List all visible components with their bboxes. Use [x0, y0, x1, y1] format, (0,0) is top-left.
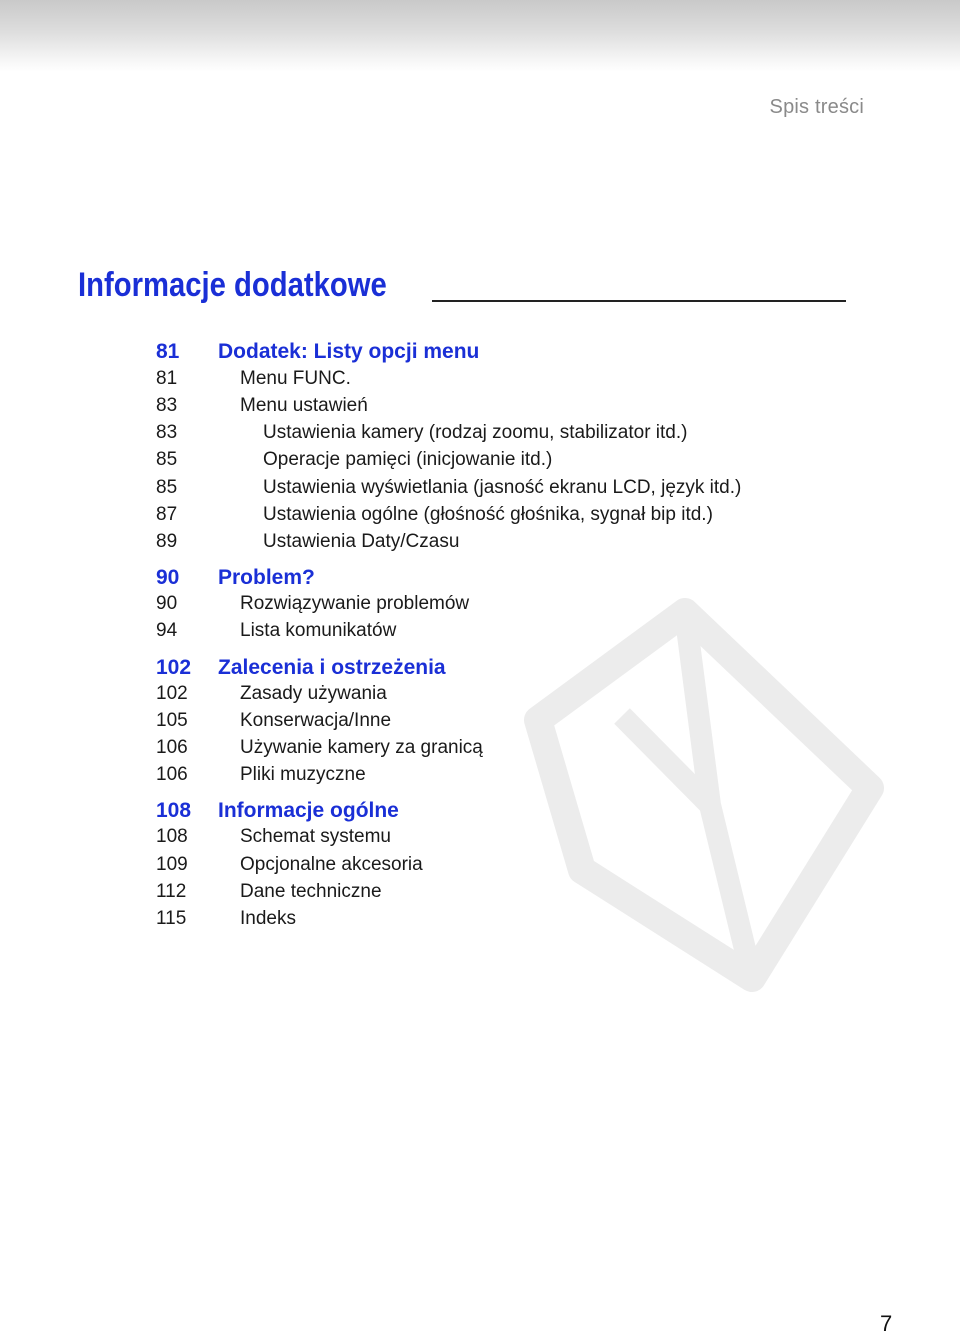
toc-page-number: 83 [156, 395, 178, 416]
section-title: Informacje dodatkowe [78, 266, 387, 304]
toc-page-number: 81 [156, 340, 180, 363]
toc-page-number: 108 [156, 799, 192, 822]
toc-label: Menu FUNC. [240, 368, 351, 389]
toc-label: Opcjonalne akcesoria [240, 854, 423, 875]
toc-page-number: 106 [156, 737, 188, 758]
toc-label: Operacje pamięci (inicjowanie itd.) [263, 449, 553, 470]
page-number: 7 [880, 1311, 893, 1336]
toc-label: Ustawienia kamery (rodzaj zoomu, stabilizator itd.) [263, 422, 688, 443]
toc-page-number: 83 [156, 422, 178, 443]
toc-page-number: 108 [156, 826, 188, 847]
toc-label: Ustawienia wyświetlania (jasność ekranu LCD, język itd.) [263, 477, 742, 498]
toc-label: Ustawienia Daty/Czasu [263, 531, 460, 552]
toc-label: Zasady używania [240, 683, 387, 704]
toc-page-number: 105 [156, 710, 188, 731]
toc-page-number: 87 [156, 504, 178, 525]
toc-page-number: 94 [156, 620, 178, 641]
toc-page-number: 90 [156, 593, 178, 614]
toc-page-number: 102 [156, 683, 188, 704]
toc-page-number: 115 [156, 908, 187, 929]
toc-label: Dodatek: Listy opcji menu [218, 340, 480, 363]
toc-label: Rozwiązywanie problemów [240, 593, 470, 614]
running-head: Spis treści [769, 96, 864, 118]
toc-label: Indeks [240, 908, 296, 929]
toc-page-number: 85 [156, 449, 178, 470]
toc-page-number: 90 [156, 566, 180, 589]
toc-page-number: 112 [156, 881, 187, 902]
toc-label: Informacje ogólne [218, 799, 399, 822]
toc-page-number: 81 [156, 368, 178, 389]
toc-label: Dane techniczne [240, 881, 382, 902]
toc-label: Pliki muzyczne [240, 764, 366, 785]
toc-label: Zalecenia i ostrzeżenia [218, 656, 446, 679]
toc-page-number: 109 [156, 854, 188, 875]
toc-page-number: 85 [156, 477, 178, 498]
toc-page-number: 106 [156, 764, 188, 785]
toc-label: Konserwacja/Inne [240, 710, 392, 731]
toc-label: Problem? [218, 566, 315, 589]
toc-page-number: 102 [156, 656, 192, 679]
toc-label: Menu ustawień [240, 395, 368, 416]
toc-page-number: 89 [156, 531, 178, 552]
toc-label: Schemat systemu [240, 826, 391, 847]
toc-label: Lista komunikatów [240, 620, 397, 641]
toc-label: Ustawienia ogólne (głośność głośnika, sygnał bip itd.) [263, 504, 713, 525]
toc-label: Używanie kamery za granicą [240, 737, 483, 758]
